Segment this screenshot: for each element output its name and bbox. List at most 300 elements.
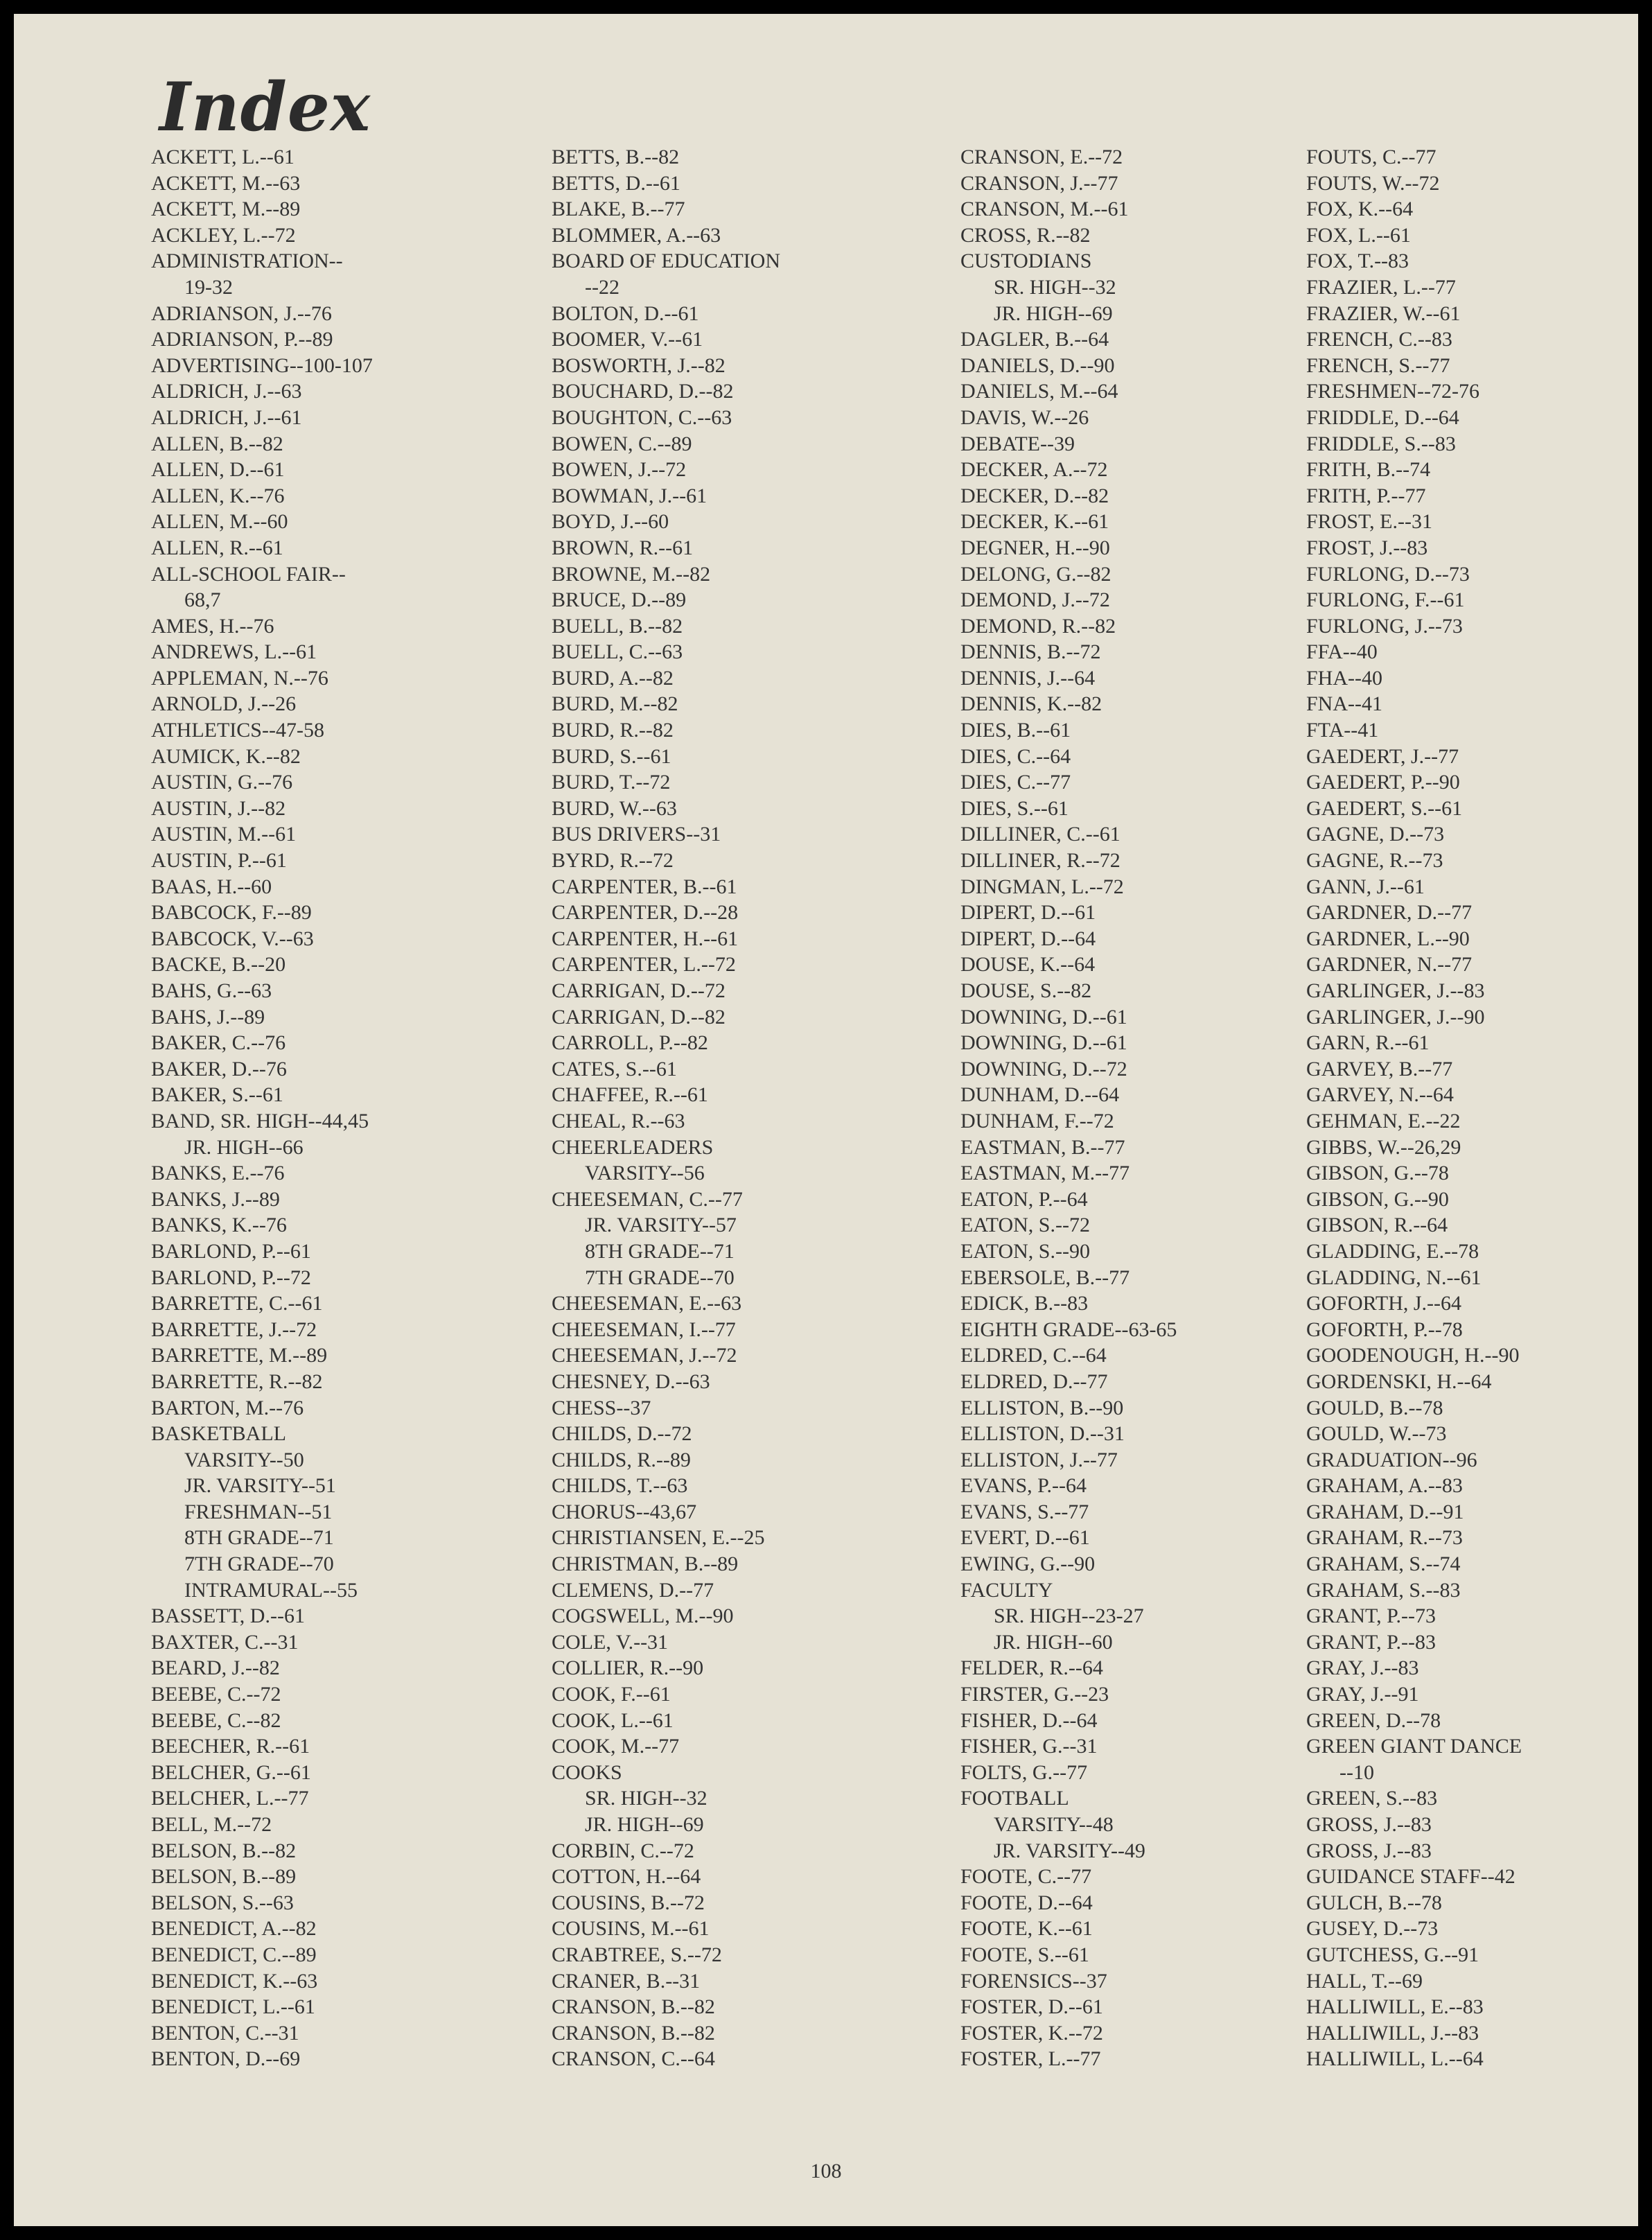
index-entry: GUTCHESS, G.--91 [1306, 1943, 1479, 1966]
index-entry: ADMINISTRATION-- [151, 250, 343, 273]
index-entry: CHRISTIANSEN, E.--25 [552, 1526, 765, 1550]
index-entry: CRANER, B.--31 [552, 1969, 701, 1993]
index-entry: GIBSON, G.--78 [1306, 1162, 1449, 1185]
index-entry: COOKS [552, 1760, 622, 1784]
index-subentry: 68,7 [184, 588, 221, 612]
index-entry: DAGLER, B.--64 [960, 328, 1109, 351]
index-entry: FURLONG, J.--73 [1306, 614, 1463, 638]
index-entry: EWING, G.--90 [960, 1552, 1096, 1576]
index-entry: BELSON, B.--89 [151, 1865, 297, 1889]
index-entry: GARLINGER, J.--90 [1306, 1005, 1485, 1029]
index-entry: CARRIGAN, D.--72 [552, 979, 726, 1002]
index-entry: COOK, F.--61 [552, 1683, 671, 1706]
index-entry: GARDNER, L.--90 [1306, 927, 1470, 950]
index-entry: BOWEN, C.--89 [552, 432, 692, 455]
index-entry: BURD, W.--63 [552, 796, 677, 820]
index-entry: BOOMER, V.--61 [552, 328, 703, 351]
index-entry: GIBBS, W.--26,29 [1306, 1135, 1461, 1159]
index-entry: DECKER, D.--82 [960, 484, 1109, 507]
index-entry: CRABTREE, S.--72 [552, 1943, 722, 1966]
index-entry: BOSWORTH, J.--82 [552, 353, 726, 377]
index-entry: DENNIS, K.--82 [960, 692, 1102, 716]
index-entry: BABCOCK, F.--89 [151, 901, 312, 925]
page-title: Index [159, 68, 371, 146]
index-entry: BOUCHARD, D.--82 [552, 380, 734, 403]
index-entry: BURD, M.--82 [552, 692, 678, 716]
index-entry: DOUSE, K.--64 [960, 953, 1096, 977]
index-entry: ALLEN, B.--82 [151, 432, 283, 455]
index-entry: APPLEMAN, N.--76 [151, 666, 328, 690]
index-subentry: JR. HIGH--60 [994, 1630, 1113, 1654]
index-entry: COGSWELL, M.--90 [552, 1604, 734, 1628]
index-entry: CARPENTER, D.--28 [552, 901, 739, 925]
index-entry: COOK, M.--77 [552, 1735, 680, 1758]
index-entry: BURD, A.--82 [552, 666, 674, 690]
index-entry: FORENSICS--37 [960, 1969, 1107, 1993]
index-entry: EDICK, B.--83 [960, 1292, 1089, 1315]
index-entry: ELLISTON, B.--90 [960, 1396, 1124, 1419]
index-entry: BROWNE, M.--82 [552, 562, 711, 586]
index-entry: BANKS, J.--89 [151, 1187, 280, 1211]
index-entry: FOX, L.--61 [1306, 223, 1411, 247]
index-entry: FISHER, G.--31 [960, 1735, 1098, 1758]
index-entry: BELCHER, L.--77 [151, 1787, 309, 1810]
index-entry: BENTON, D.--69 [151, 2047, 301, 2071]
index-entry: FFA--40 [1306, 640, 1378, 664]
index-entry: BUS DRIVERS--31 [552, 823, 721, 846]
index-column-2 [552, 144, 780, 2072]
index-entry: DIES, S.--61 [960, 796, 1069, 820]
index-entry: FRENCH, C.--83 [1306, 328, 1452, 351]
index-entry: AUSTIN, G.--76 [151, 771, 293, 794]
index-entry: GOFORTH, J.--64 [1306, 1292, 1462, 1315]
index-entry: ELDRED, C.--64 [960, 1344, 1107, 1367]
index-entry: FOOTE, D.--64 [960, 1891, 1093, 1914]
index-entry: CRANSON, M.--61 [960, 198, 1129, 221]
index-entry: BELSON, S.--63 [151, 1891, 294, 1914]
index-entry: DIES, B.--61 [960, 719, 1071, 742]
index-entry: FOSTER, K.--72 [960, 2021, 1103, 2045]
index-entry: BEEBE, C.--72 [151, 1683, 281, 1706]
index-subentry: VARSITY--56 [585, 1162, 705, 1185]
index-entry: FOSTER, L.--77 [960, 2047, 1101, 2071]
index-entry: BOLTON, D.--61 [552, 301, 699, 325]
index-entry: BUELL, C.--63 [552, 640, 683, 664]
index-entry: GIBSON, G.--90 [1306, 1187, 1449, 1211]
index-entry: DOWNING, D.--72 [960, 1057, 1127, 1080]
index-entry: FISHER, D.--64 [960, 1708, 1098, 1732]
index-entry: DENNIS, B.--72 [960, 640, 1101, 664]
index-entry: CARRIGAN, D.--82 [552, 1005, 726, 1029]
index-subentry: JR. HIGH--69 [994, 301, 1113, 325]
index-subentry: 7TH GRADE--70 [184, 1552, 334, 1576]
index-entry: EASTMAN, B.--77 [960, 1135, 1125, 1159]
index-entry: FELDER, R.--64 [960, 1656, 1103, 1680]
index-entry: FNA--41 [1306, 692, 1382, 716]
index-entry: BENTON, C.--31 [151, 2021, 299, 2045]
index-entry: ADVERTISING--100-107 [151, 353, 373, 377]
index-entry: GREEN GIANT DANCE [1306, 1735, 1522, 1758]
index-entry: CRANSON, J.--77 [960, 171, 1118, 195]
index-entry: GLADDING, E.--78 [1306, 1239, 1479, 1263]
index-entry: FRITH, B.--74 [1306, 458, 1431, 482]
index-entry: CHEESEMAN, J.--72 [552, 1344, 737, 1367]
index-entry: BARLOND, P.--61 [151, 1239, 311, 1263]
index-subentry: JR. VARSITY--51 [184, 1474, 336, 1498]
index-entry: CRANSON, B.--82 [552, 1995, 715, 2019]
index-entry: FOUTS, W.--72 [1306, 171, 1440, 195]
index-entry: GRAHAM, S.--74 [1306, 1552, 1461, 1576]
index-entry: GRAHAM, D.--91 [1306, 1500, 1464, 1523]
index-entry: CHILDS, D.--72 [552, 1422, 692, 1446]
index-entry: GULCH, B.--78 [1306, 1891, 1442, 1914]
index-entry: BARTON, M.--76 [151, 1396, 304, 1419]
index-entry: BROWN, R.--61 [552, 536, 694, 559]
index-entry: FACULTY [960, 1578, 1053, 1602]
index-entry: DENNIS, J.--64 [960, 666, 1096, 690]
index-entry: CHRISTMAN, B.--89 [552, 1552, 739, 1576]
index-entry: GAGNE, D.--73 [1306, 823, 1445, 846]
index-entry: BABCOCK, V.--63 [151, 927, 314, 950]
index-entry: GRADUATION--96 [1306, 1448, 1477, 1471]
index-entry: COOK, L.--61 [552, 1708, 674, 1732]
index-entry: CHESS--37 [552, 1396, 651, 1419]
index-entry: FOOTE, K.--61 [960, 1917, 1093, 1941]
index-entry: GUSEY, D.--73 [1306, 1917, 1439, 1941]
index-entry: COTTON, H.--64 [552, 1865, 701, 1889]
index-entry: CHEESEMAN, C.--77 [552, 1187, 743, 1211]
index-entry: GOULD, W.--73 [1306, 1422, 1447, 1446]
index-entry: EATON, P.--64 [960, 1187, 1088, 1211]
index-entry: BOUGHTON, C.--63 [552, 405, 732, 429]
index-entry: GRAHAM, A.--83 [1306, 1474, 1463, 1498]
index-entry: ALDRICH, J.--63 [151, 380, 302, 403]
index-entry: FRIDDLE, D.--64 [1306, 405, 1459, 429]
index-entry: FROST, E.--31 [1306, 510, 1432, 534]
index-entry: GAEDERT, S.--61 [1306, 796, 1463, 820]
index-entry: CARROLL, P.--82 [552, 1031, 708, 1055]
index-entry: BAKER, C.--76 [151, 1031, 286, 1055]
index-entry: EVANS, S.--77 [960, 1500, 1089, 1523]
index-entry: GRAHAM, S.--83 [1306, 1578, 1461, 1602]
index-entry: BLOMMER, A.--63 [552, 223, 721, 247]
index-subentry: JR. VARSITY--57 [585, 1214, 737, 1237]
index-entry: DEMOND, R.--82 [960, 614, 1116, 638]
index-entry: FOOTE, S.--61 [960, 1943, 1089, 1966]
index-entry: ALLEN, M.--60 [151, 510, 288, 534]
index-entry: CATES, S.--61 [552, 1057, 677, 1080]
index-entry: GRAY, J.--91 [1306, 1683, 1419, 1706]
index-entry: EVANS, P.--64 [960, 1474, 1087, 1498]
index-entry: ATHLETICS--47-58 [151, 719, 324, 742]
index-entry: GARDNER, D.--77 [1306, 901, 1473, 925]
index-entry: GROSS, J.--83 [1306, 1839, 1432, 1862]
index-entry: ELDRED, D.--77 [960, 1370, 1108, 1393]
index-entry: GOODENOUGH, H.--90 [1306, 1344, 1520, 1367]
index-entry: FTA--41 [1306, 719, 1379, 742]
index-subentry: JR. VARSITY--49 [994, 1839, 1145, 1862]
index-entry: CHEAL, R.--63 [552, 1109, 685, 1132]
index-entry: BANKS, E.--76 [151, 1162, 285, 1185]
index-entry: FOSTER, D.--61 [960, 1995, 1103, 2019]
index-entry: DUNHAM, F.--72 [960, 1109, 1114, 1132]
index-entry: CRANSON, C.--64 [552, 2047, 715, 2071]
index-entry: HALL, T.--69 [1306, 1969, 1423, 1993]
index-subentry: INTRAMURAL--55 [184, 1578, 358, 1602]
index-entry: CHESNEY, D.--63 [552, 1370, 710, 1393]
index-entry: FRENCH, S.--77 [1306, 353, 1450, 377]
index-entry: BARRETTE, R.--82 [151, 1370, 323, 1393]
index-entry: DEMOND, J.--72 [960, 588, 1110, 612]
index-entry: CHILDS, T.--63 [552, 1474, 688, 1498]
index-entry: BOARD OF EDUCATION [552, 250, 781, 273]
index-entry: BRUCE, D.--89 [552, 588, 687, 612]
index-entry: HALLIWILL, J.--83 [1306, 2021, 1479, 2045]
index-entry: BENEDICT, A.--82 [151, 1917, 317, 1941]
index-subentry: VARSITY--50 [184, 1448, 304, 1471]
index-entry: ACKLEY, L.--72 [151, 223, 296, 247]
index-entry: CARPENTER, L.--72 [552, 953, 736, 977]
page-number: 108 [810, 2160, 842, 2182]
index-entry: DUNHAM, D.--64 [960, 1083, 1120, 1107]
index-entry: GANN, J.--61 [1306, 875, 1425, 898]
index-entry: BARLOND, P.--72 [151, 1266, 311, 1289]
index-entry: GEHMAN, E.--22 [1306, 1109, 1461, 1132]
index-entry: BETTS, D.--61 [552, 171, 680, 195]
index-entry: COLLIER, R.--90 [552, 1656, 704, 1680]
index-entry: CRANSON, B.--82 [552, 2021, 715, 2045]
index-entry: CLEMENS, D.--77 [552, 1578, 714, 1602]
index-entry: EIGHTH GRADE--63-65 [960, 1318, 1177, 1341]
index-entry: DIES, C.--64 [960, 744, 1071, 768]
index-entry: HALLIWILL, E.--83 [1306, 1995, 1484, 2019]
index-entry: CORBIN, C.--72 [552, 1839, 694, 1862]
index-entry: CUSTODIANS [960, 250, 1092, 273]
index-entry: BAKER, D.--76 [151, 1057, 287, 1080]
index-entry: GLADDING, N.--61 [1306, 1266, 1482, 1289]
index-entry: AUSTIN, J.--82 [151, 796, 286, 820]
index-entry: DIES, C.--77 [960, 771, 1071, 794]
index-entry: DIPERT, D.--64 [960, 927, 1096, 950]
index-entry: GRANT, P.--83 [1306, 1630, 1436, 1654]
index-entry: CARPENTER, H.--61 [552, 927, 739, 950]
index-subentry: 7TH GRADE--70 [585, 1266, 735, 1289]
index-entry: BURD, T.--72 [552, 771, 671, 794]
index-entry: GROSS, J.--83 [1306, 1813, 1432, 1836]
index-entry: DOUSE, S.--82 [960, 979, 1092, 1002]
index-entry: FURLONG, D.--73 [1306, 562, 1470, 586]
index-subentry: SR. HIGH--23-27 [994, 1604, 1144, 1628]
index-entry: GRAHAM, R.--73 [1306, 1526, 1463, 1550]
index-entry: AUMICK, K.--82 [151, 744, 301, 768]
index-subentry: --10 [1339, 1760, 1374, 1784]
index-subentry: 8TH GRADE--71 [184, 1526, 334, 1550]
index-entry: BANKS, K.--76 [151, 1214, 287, 1237]
index-entry: BURD, R.--82 [552, 719, 674, 742]
index-entry: FRITH, P.--77 [1306, 484, 1426, 507]
index-subentry: JR. HIGH--69 [585, 1813, 704, 1836]
index-entry: BOWMAN, J.--61 [552, 484, 708, 507]
index-entry: EBERSOLE, B.--77 [960, 1266, 1130, 1289]
index-entry: CARPENTER, B.--61 [552, 875, 737, 898]
index-entry: BENEDICT, C.--89 [151, 1943, 317, 1966]
index-entry: GRANT, P.--73 [1306, 1604, 1436, 1628]
index-entry: BELSON, B.--82 [151, 1839, 297, 1862]
index-entry: BLAKE, B.--77 [552, 198, 685, 221]
index-entry: ANDREWS, L.--61 [151, 640, 317, 664]
index-entry: GIBSON, R.--64 [1306, 1214, 1448, 1237]
index-entry: CHEESEMAN, I.--77 [552, 1318, 736, 1341]
index-subentry: --22 [585, 275, 620, 299]
index-entry: GARDNER, N.--77 [1306, 953, 1473, 977]
index-entry: BELL, M.--72 [151, 1813, 272, 1836]
index-entry: BARRETTE, C.--61 [151, 1292, 323, 1315]
index-entry: BEARD, J.--82 [151, 1656, 280, 1680]
index-subentry: SR. HIGH--32 [585, 1787, 708, 1810]
index-entry: GOULD, B.--78 [1306, 1396, 1443, 1419]
index-entry: ARNOLD, J.--26 [151, 692, 297, 716]
index-entry: FOOTBALL [960, 1787, 1069, 1810]
index-entry: DEGNER, H.--90 [960, 536, 1110, 559]
index-entry: BYRD, R.--72 [552, 849, 674, 873]
index-entry: DECKER, K.--61 [960, 510, 1109, 534]
index-entry: DECKER, A.--72 [960, 458, 1108, 482]
index-entry: DELONG, G.--82 [960, 562, 1111, 586]
index-entry: BAKER, S.--61 [151, 1083, 283, 1107]
index-entry: FRAZIER, L.--77 [1306, 275, 1456, 299]
index-entry: EATON, S.--90 [960, 1239, 1090, 1263]
index-entry: CHILDS, R.--89 [552, 1448, 691, 1471]
index-entry: CHORUS--43,67 [552, 1500, 697, 1523]
index-entry: CHEESEMAN, E.--63 [552, 1292, 742, 1315]
index-entry: GREEN, D.--78 [1306, 1708, 1441, 1732]
index-entry: AUSTIN, P.--61 [151, 849, 287, 873]
index-column-3 [960, 144, 1177, 2072]
index-entry: BAXTER, C.--31 [151, 1630, 299, 1654]
index-entry: FOLTS, G.--77 [960, 1760, 1088, 1784]
index-subentry: FRESHMAN--51 [184, 1500, 333, 1523]
index-entry: BEEBE, C.--82 [151, 1708, 281, 1732]
index-entry: BEECHER, R.--61 [151, 1735, 310, 1758]
index-entry: FRIDDLE, S.--83 [1306, 432, 1456, 455]
index-entry: BUELL, B.--82 [552, 614, 683, 638]
index-entry: DANIELS, D.--90 [960, 353, 1115, 377]
index-entry: ACKETT, L.--61 [151, 146, 295, 168]
index-entry: BOYD, J.--60 [552, 510, 669, 534]
index-entry: DINGMAN, L.--72 [960, 875, 1124, 898]
index-entry: CRANSON, E.--72 [960, 146, 1123, 168]
index-entry: CHAFFEE, R.--61 [552, 1083, 708, 1107]
index-column-4 [1306, 144, 1522, 2072]
index-entry: DILLINER, R.--72 [960, 849, 1121, 873]
index-entry: BOWEN, J.--72 [552, 458, 687, 482]
index-entry: AUSTIN, M.--61 [151, 823, 297, 846]
index-entry: DILLINER, C.--61 [960, 823, 1121, 846]
index-entry: DAVIS, W.--26 [960, 405, 1089, 429]
index-subentry: SR. HIGH--32 [994, 275, 1116, 299]
index-entry: AMES, H.--76 [151, 614, 274, 638]
index-entry: DEBATE--39 [960, 432, 1075, 455]
index-entry: ACKETT, M.--63 [151, 171, 301, 195]
index-entry: ADRIANSON, P.--89 [151, 328, 333, 351]
index-entry: GAEDERT, P.--90 [1306, 771, 1460, 794]
index-entry: GORDENSKI, H.--64 [1306, 1370, 1492, 1393]
index-entry: BARRETTE, M.--89 [151, 1344, 328, 1367]
index-entry: FRAZIER, W.--61 [1306, 301, 1461, 325]
index-entry: EASTMAN, M.--77 [960, 1162, 1130, 1185]
index-entry: ELLISTON, D.--31 [960, 1422, 1125, 1446]
index-entry: DOWNING, D.--61 [960, 1005, 1127, 1029]
index-entry: BAHS, G.--63 [151, 979, 272, 1002]
index-entry: ALDRICH, J.--61 [151, 405, 302, 429]
index-entry: COLE, V.--31 [552, 1630, 669, 1654]
index-entry: EVERT, D.--61 [960, 1526, 1090, 1550]
index-subentry: 8TH GRADE--71 [585, 1239, 735, 1263]
index-entry: GOFORTH, P.--78 [1306, 1318, 1463, 1341]
index-entry: BAND, SR. HIGH--44,45 [151, 1109, 369, 1132]
index-entry: BAAS, H.--60 [151, 875, 272, 898]
index-entry: FOX, K.--64 [1306, 198, 1414, 221]
index-entry: GARN, R.--61 [1306, 1031, 1430, 1055]
index-entry: ALLEN, R.--61 [151, 536, 283, 559]
index-entry: BARRETTE, J.--72 [151, 1318, 317, 1341]
index-entry: BENEDICT, K.--63 [151, 1969, 318, 1993]
index-entry: BURD, S.--61 [552, 744, 671, 768]
index-subentry: VARSITY--48 [994, 1813, 1114, 1836]
index-column-1 [151, 144, 373, 2072]
index-entry: GRAY, J.--83 [1306, 1656, 1419, 1680]
index-entry: BACKE, B.--20 [151, 953, 286, 977]
index-entry: FOOTE, C.--77 [960, 1865, 1092, 1889]
index-entry: ADRIANSON, J.--76 [151, 301, 332, 325]
index-entry: DOWNING, D.--61 [960, 1031, 1127, 1055]
index-entry: BETTS, B.--82 [552, 146, 680, 168]
index-page [14, 14, 1638, 2226]
index-entry: BELCHER, G.--61 [151, 1760, 311, 1784]
index-entry: EATON, S.--72 [960, 1214, 1090, 1237]
index-entry: FOUTS, C.--77 [1306, 146, 1436, 168]
index-entry: COUSINS, M.--61 [552, 1917, 710, 1941]
index-entry: ACKETT, M.--89 [151, 198, 301, 221]
index-entry: FHA--40 [1306, 666, 1382, 690]
index-entry: BASSETT, D.--61 [151, 1604, 305, 1628]
index-entry: CHEERLEADERS [552, 1135, 714, 1159]
index-entry: FRESHMEN--72-76 [1306, 380, 1480, 403]
index-entry: GUIDANCE STAFF--42 [1306, 1865, 1515, 1889]
index-entry: DIPERT, D.--61 [960, 901, 1096, 925]
index-entry: GREEN, S.--83 [1306, 1787, 1438, 1810]
index-entry: ELLISTON, J.--77 [960, 1448, 1118, 1471]
index-entry: ALLEN, D.--61 [151, 458, 285, 482]
index-entry: FROST, J.--83 [1306, 536, 1428, 559]
index-entry: ALLEN, K.--76 [151, 484, 285, 507]
index-entry: GARVEY, B.--77 [1306, 1057, 1453, 1080]
index-entry: FURLONG, F.--61 [1306, 588, 1465, 612]
index-entry: BENEDICT, L.--61 [151, 1995, 315, 2019]
index-entry: GAEDERT, J.--77 [1306, 744, 1459, 768]
index-entry: DANIELS, M.--64 [960, 380, 1118, 403]
index-entry: BAHS, J.--89 [151, 1005, 265, 1029]
index-entry: COUSINS, B.--72 [552, 1891, 705, 1914]
index-entry: BASKETBALL [151, 1422, 286, 1446]
index-entry: HALLIWILL, L.--64 [1306, 2047, 1484, 2071]
index-entry: GAGNE, R.--73 [1306, 849, 1443, 873]
index-entry: FOX, T.--83 [1306, 250, 1409, 273]
index-entry: ALL-SCHOOL FAIR-- [151, 562, 346, 586]
index-entry: CROSS, R.--82 [960, 223, 1091, 247]
index-subentry: 19-32 [184, 275, 233, 299]
index-entry: GARLINGER, J.--83 [1306, 979, 1485, 1002]
